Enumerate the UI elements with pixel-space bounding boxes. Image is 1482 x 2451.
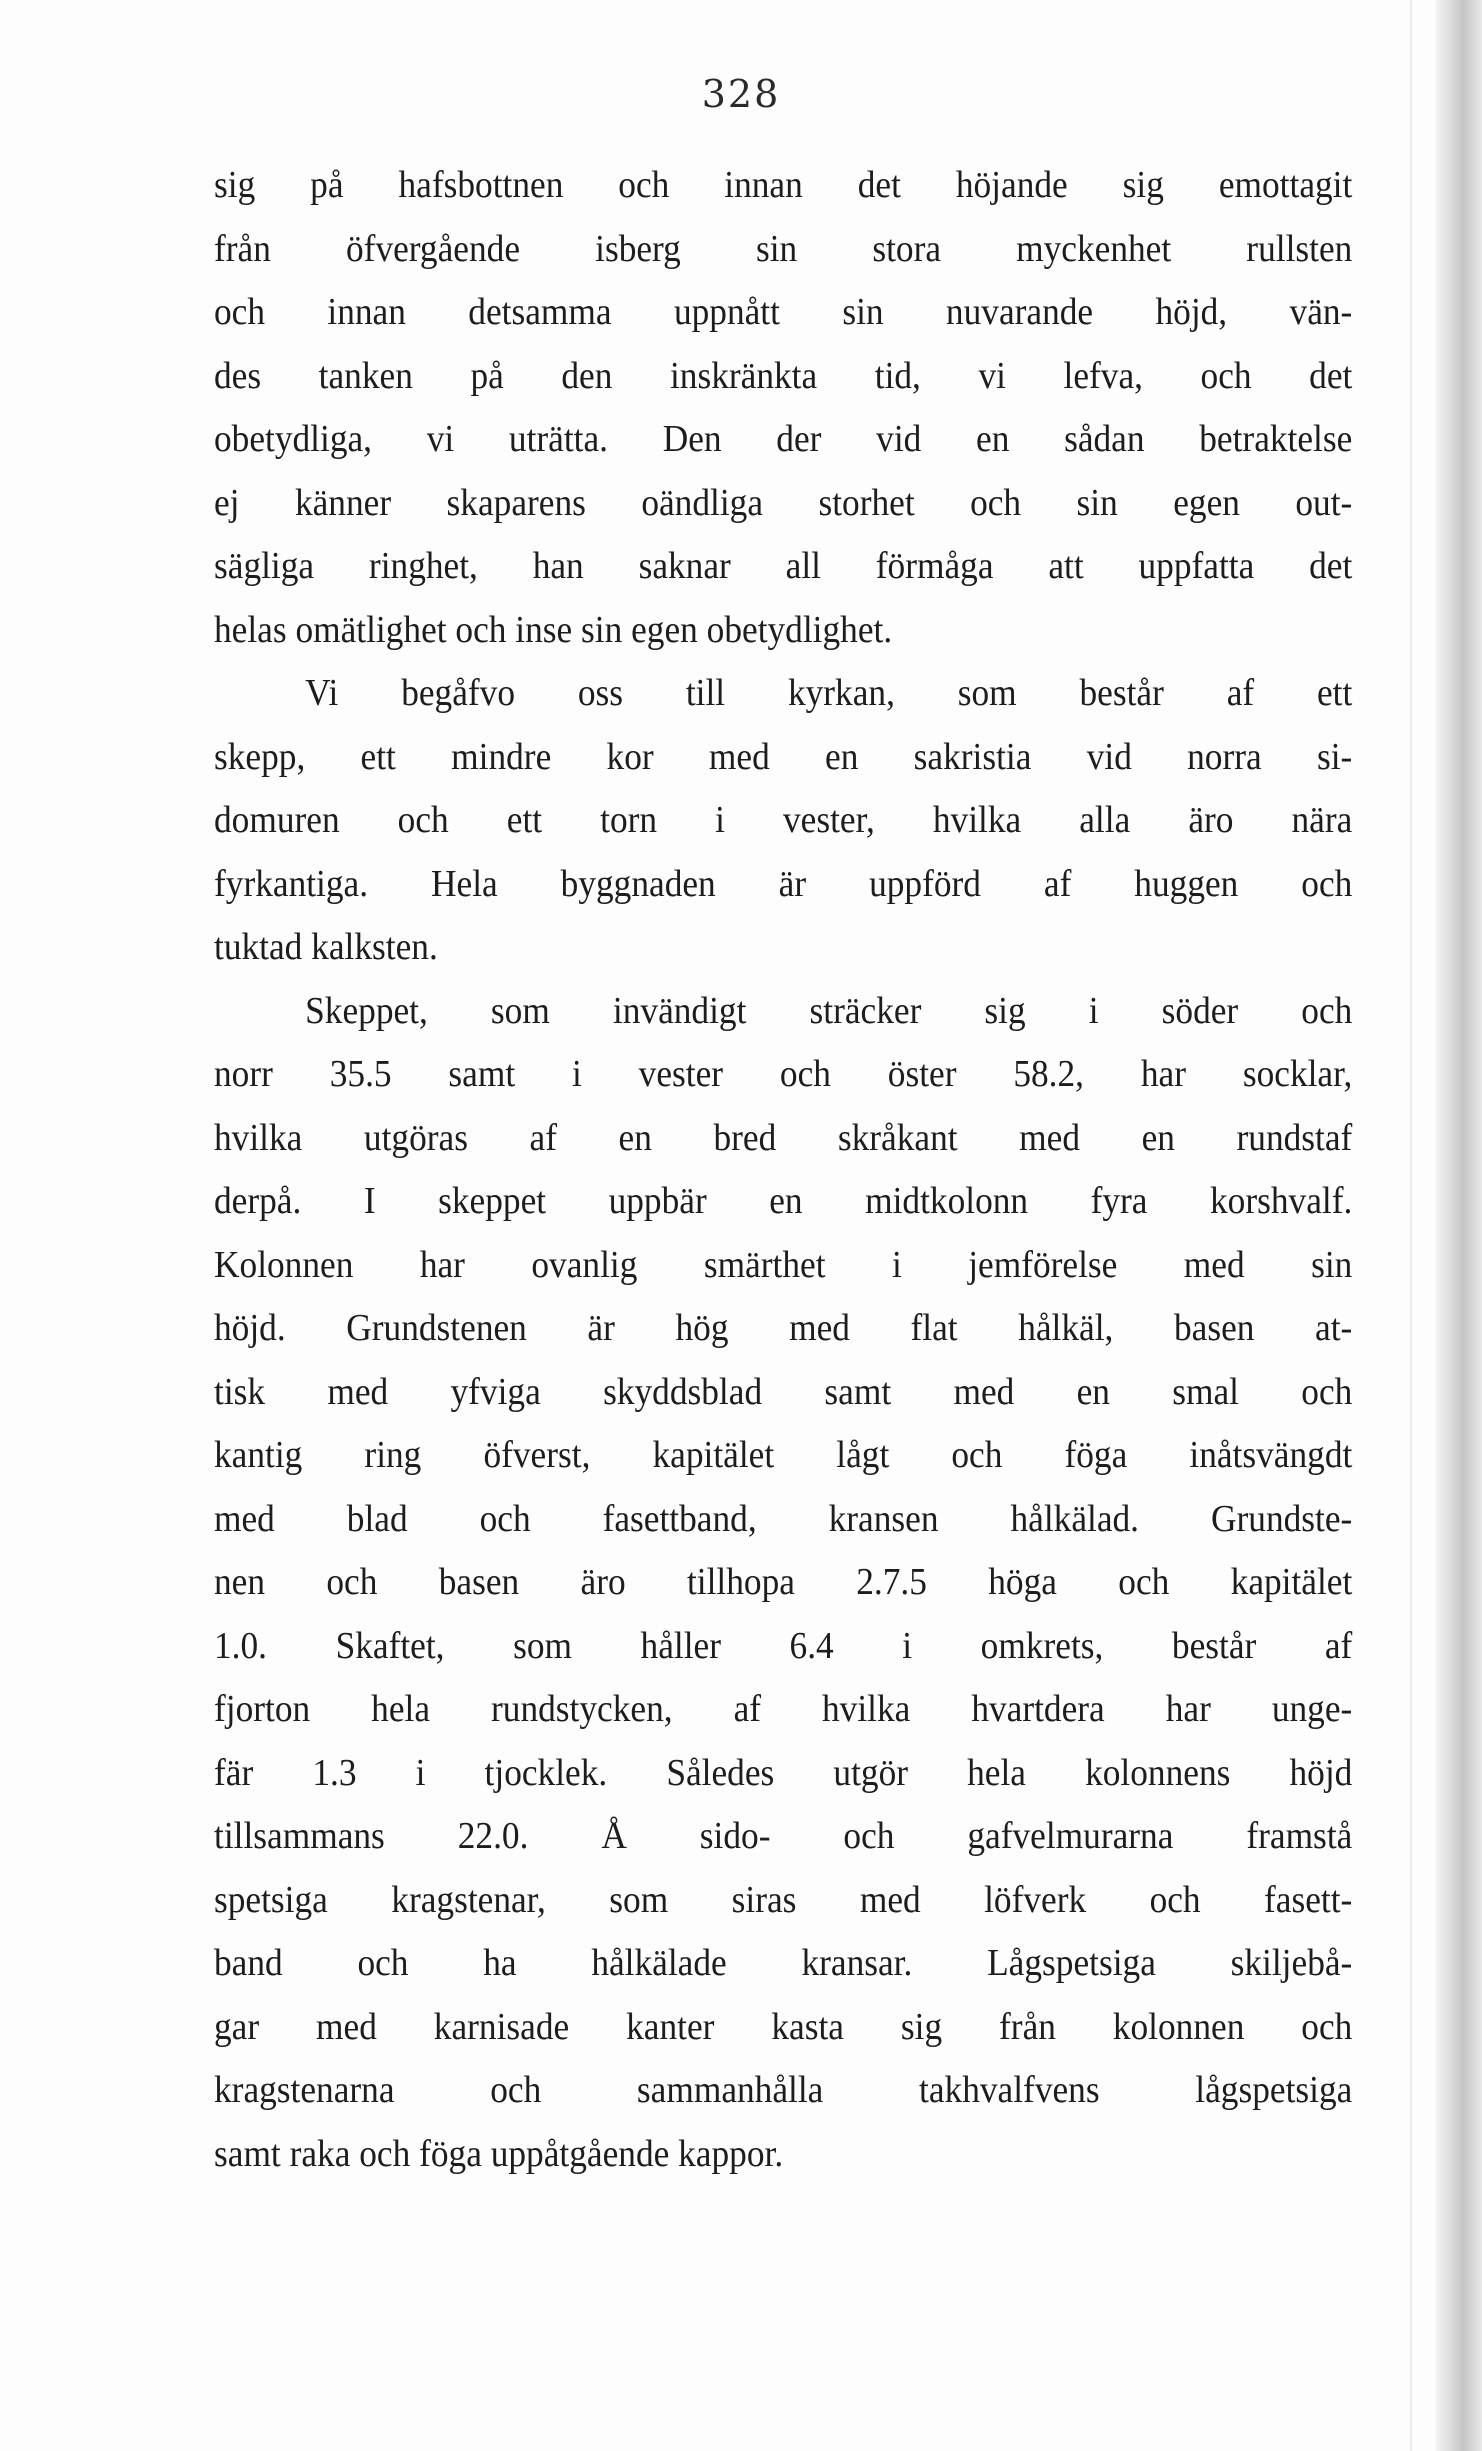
text-line: sägliga ringhet, han saknar all förmåga att uppfatta det bbox=[214, 545, 1353, 587]
page-edge-shadow bbox=[1436, 0, 1482, 2451]
text-line: fjorton hela rundstycken, af hvilka hvartdera har unge- bbox=[214, 1688, 1353, 1730]
text-line: nen och basen äro tillhopa 2.7.5 höga och kapitälet bbox=[214, 1561, 1353, 1603]
text-line: obetydliga, vi uträtta. Den der vid en sådan betraktelse bbox=[214, 418, 1353, 460]
text-line: gar med karnisade kanter kasta sig från kolonnen och bbox=[214, 2005, 1353, 2048]
text-line: kantig ring öfverst, kapitälet lågt och föga inåtsvängdt bbox=[214, 1434, 1353, 1476]
text-line: spetsiga kragstenar, som siras med löfverk och fasett- bbox=[214, 1878, 1353, 1921]
text-line: band och ha hålkälade kransar. Lågspetsiga skiljebå- bbox=[214, 1942, 1353, 1984]
text-line: och innan detsamma uppnått sin nuvarande höjd, vän- bbox=[214, 291, 1353, 333]
text-line: domuren och ett torn i vester, hvilka alla äro nära bbox=[214, 799, 1353, 841]
text-line: hvilka utgöras af en bred skråkant med en rundstaf bbox=[214, 1116, 1353, 1159]
text-line: tisk med yfviga skyddsblad samt med en smal och bbox=[214, 1370, 1353, 1413]
text-line: med blad och fasettband, kransen hålkälad. Grundste- bbox=[214, 1497, 1353, 1540]
body-text bbox=[214, 154, 1352, 2186]
text-line: sig på hafsbottnen och innan det höjande sig emottagit bbox=[214, 164, 1353, 206]
text-line: höjd. Grundstenen är hög med flat hålkäl, basen at- bbox=[214, 1307, 1353, 1349]
text-line: 1.0. Skaftet, som håller 6.4 i omkrets, består af bbox=[214, 1624, 1353, 1667]
text-line: norr 35.5 samt i vester och öster 58.2, har socklar, bbox=[214, 1053, 1353, 1095]
text-line: Kolonnen har ovanlig smärthet i jemförelse med sin bbox=[214, 1243, 1353, 1286]
page-gutter-line bbox=[1410, 0, 1412, 2451]
text-line: samt raka och föga uppåtgående kappor. bbox=[214, 2132, 784, 2175]
text-line: ej känner skaparens oändliga storhet och sin egen out- bbox=[214, 481, 1353, 524]
text-line: fyrkantiga. Hela byggnaden är uppförd af huggen och bbox=[214, 862, 1353, 905]
text-line: derpå. I skeppet uppbär en midtkolonn fyra korshvalf. bbox=[214, 1180, 1353, 1222]
text-line: des tanken på den inskränkta tid, vi lefva, och det bbox=[214, 354, 1353, 397]
page-number: 328 bbox=[701, 72, 781, 116]
text-line: Vi begåfvo oss till kyrkan, som består af ett bbox=[305, 672, 1353, 714]
text-line: tillsammans 22.0. Å sido- och gafvelmurarna framstå bbox=[214, 1815, 1353, 1857]
text-line: helas omätlighet och inse sin egen obetydlighet. bbox=[214, 608, 893, 651]
text-line: tuktad kalksten. bbox=[214, 926, 438, 968]
text-line: fär 1.3 i tjocklek. Således utgör hela kolonnens höjd bbox=[214, 1751, 1353, 1794]
text-line: från öfvergående isberg sin stora myckenhet rullsten bbox=[214, 227, 1353, 270]
text-line: skepp, ett mindre kor med en sakristia vid norra si- bbox=[214, 735, 1353, 778]
text-line: kragstenarna och sammanhålla takhvalfvens lågspetsiga bbox=[214, 2069, 1353, 2111]
text-line: Skeppet, som invändigt sträcker sig i söder och bbox=[305, 989, 1353, 1032]
